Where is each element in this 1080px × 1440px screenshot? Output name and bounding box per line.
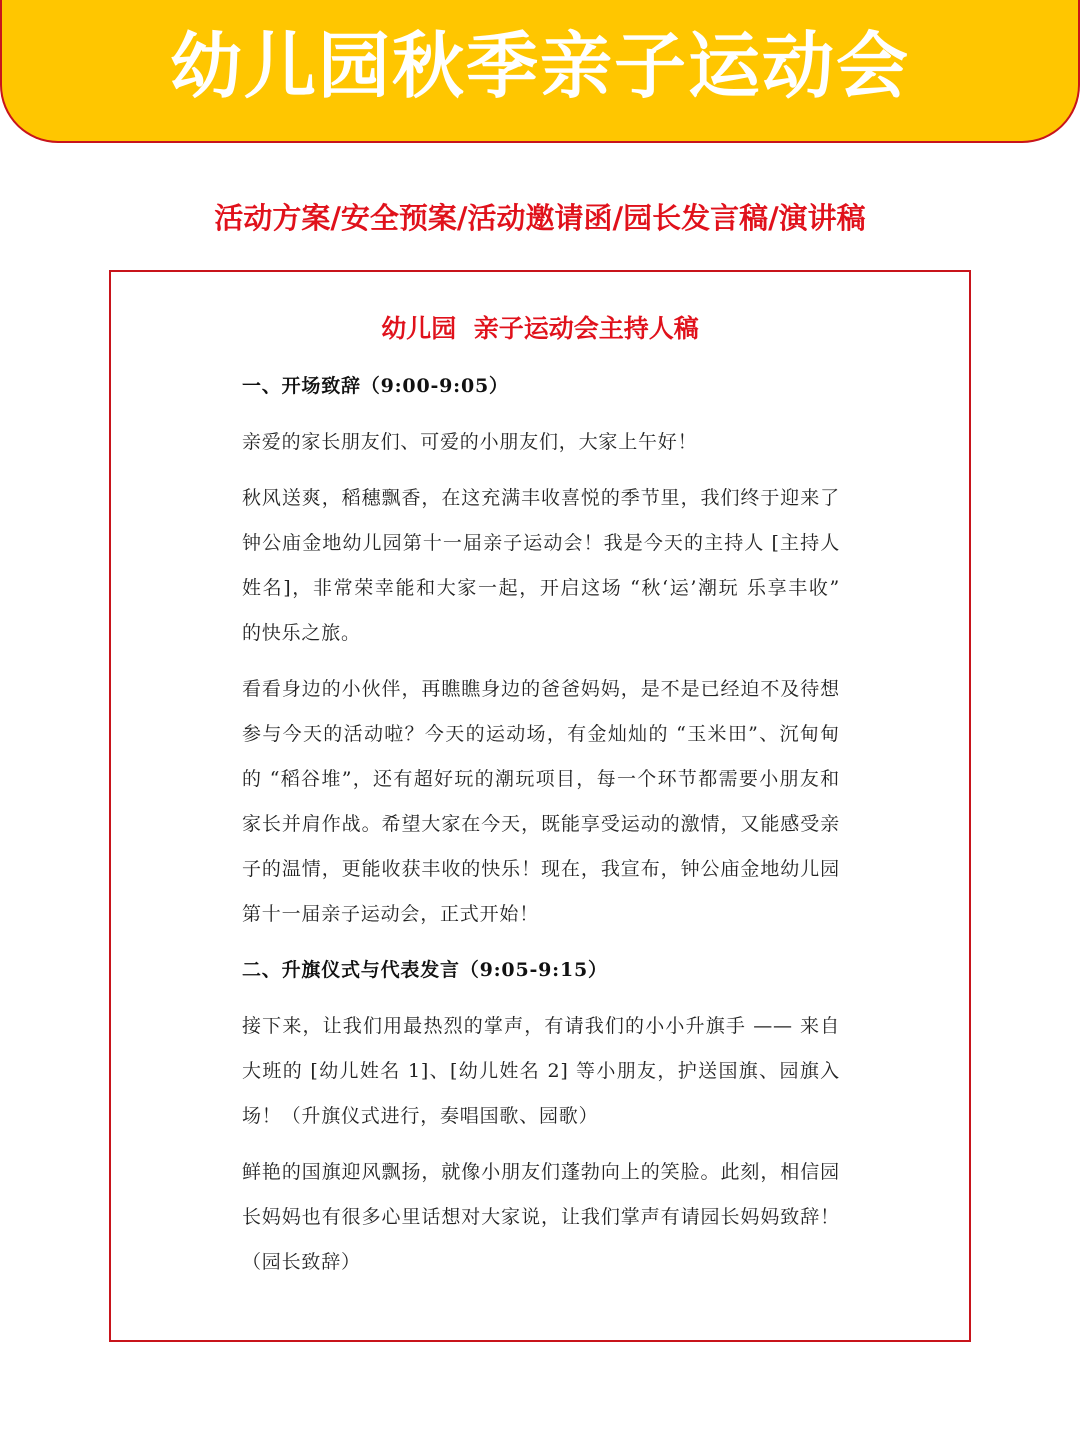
header-banner xyxy=(0,0,1080,143)
section-heading-opening: 一、开场致辞（9:00-9:05） xyxy=(242,375,509,397)
document-frame xyxy=(109,270,971,1342)
opening-announcement-paragraph: 看看身边的小伙伴，再瞧瞧身边的爸爸妈妈，是不是已经迫不及待想参与今天的活动啦？今天的运动场，有金灿灿的 “玉米田”、沉甸甸的 “稻谷堆”，还有超好玩的潮玩项目，每一个环节都需要小朋友和家长并肩作战。希望大家在今天，既能享受运动的激情，又能感受亲子的温情，更能收获丰收的快乐！现在，我宣布，钟公庙金地幼儿园第十一届亲子运动会，正式开始！ xyxy=(242,678,840,925)
flag-ceremony-paragraph: 接下来，让我们用最热烈的掌声，有请我们的小小升旗手 —— 来自大班的 [幼儿姓名 1]、[幼儿姓名 2] 等小朋友，护送国旗、园旗入场！（升旗仪式进行，奏唱国歌、园歌） xyxy=(242,1015,840,1127)
page-title: 幼儿园秋季亲子运动会 xyxy=(169,23,910,108)
page-subtitle: 活动方案/安全预案/活动邀请函/园长发言稿/演讲稿 xyxy=(214,201,866,235)
intro-paragraph: 秋风送爽，稻穗飘香，在这充满丰收喜悦的季节里，我们终于迎来了钟公庙金地幼儿园第十一届亲子运动会！我是今天的主持人 [主持人姓名]，非常荣幸能和大家一起，开启这场 “秋‘运’潮玩 乐享丰收” 的快乐之旅。 xyxy=(242,487,840,644)
greeting-paragraph: 亲爱的家长朋友们、可爱的小朋友们，大家上午好！ xyxy=(242,431,698,453)
principal-speech-paragraph: 鲜艳的国旗迎风飘扬，就像小朋友们蓬勃向上的笑脸。此刻，相信园长妈妈也有很多心里话想对大家说，让我们掌声有请园长妈妈致辞！（园长致辞） xyxy=(242,1161,840,1273)
document-body xyxy=(242,364,840,1296)
section-heading-flag-ceremony: 二、升旗仪式与代表发言（9:05-9:15） xyxy=(242,959,608,981)
document-title: 幼儿园 亲子运动会主持人稿 xyxy=(381,314,699,343)
